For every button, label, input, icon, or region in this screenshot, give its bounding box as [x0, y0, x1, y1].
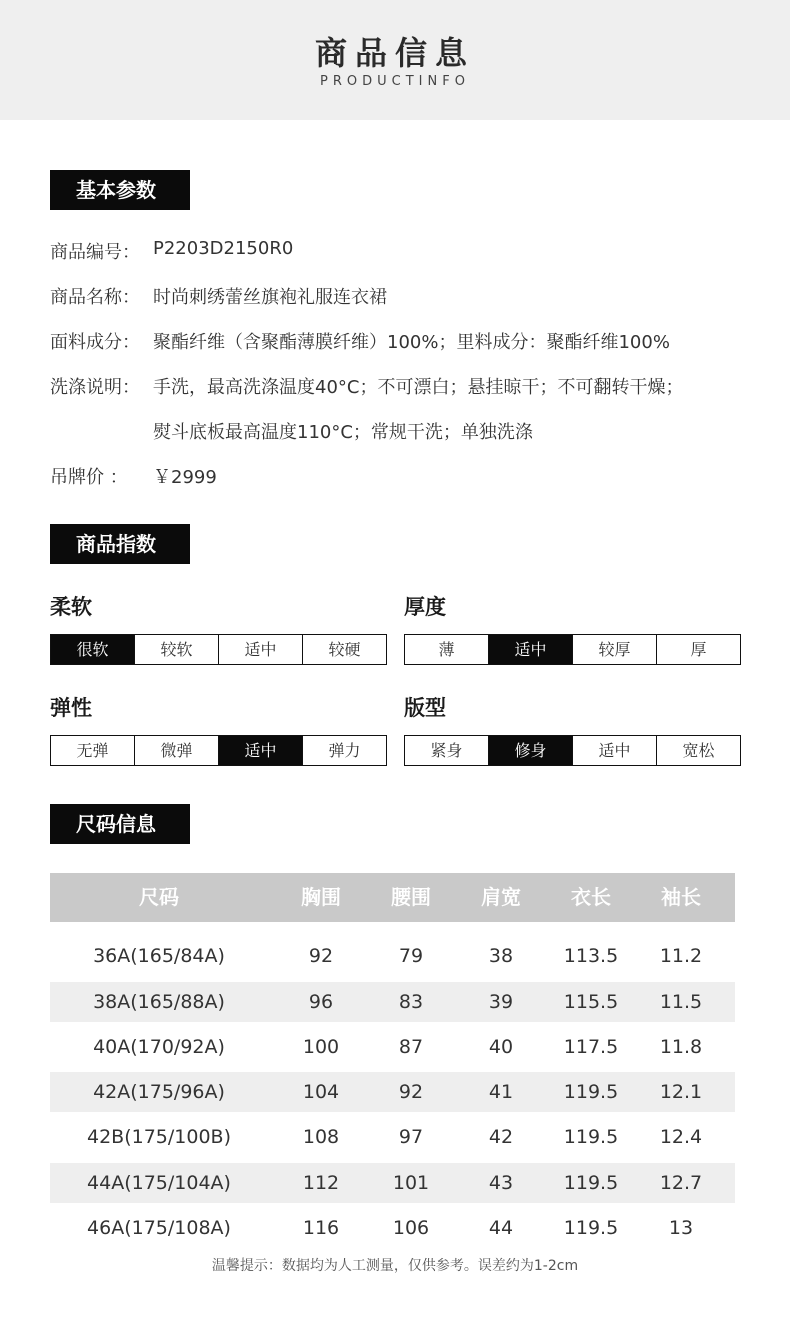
- size-cell-shoulder: 44: [488, 1217, 514, 1239]
- table-row: [50, 1117, 735, 1157]
- size-cell-chest: 108: [302, 1126, 340, 1148]
- size-cell-chest: 104: [302, 1081, 340, 1103]
- size-cell-waist: 97: [398, 1126, 424, 1148]
- page-subtitle: PRODUCTINFO: [320, 74, 470, 89]
- size-cell-sleeve: 12.7: [659, 1172, 703, 1194]
- size-cell-shoulder: 43: [488, 1172, 514, 1194]
- size-header-length: 衣长: [571, 885, 611, 909]
- table-row: [50, 936, 735, 976]
- price-value: ￥2999: [153, 467, 217, 488]
- softness-option: 适中: [218, 635, 302, 664]
- product-name-value: 时尚刺绣蕾丝旗袍礼服连衣裙: [153, 287, 387, 308]
- size-cell-size: 40A(170/92A): [93, 1036, 225, 1058]
- product-name-label: 商品名称：: [50, 287, 140, 308]
- size-cell-length: 119.5: [563, 1172, 619, 1194]
- size-header-size: 尺码: [139, 885, 179, 909]
- size-cell-shoulder: 38: [488, 945, 514, 967]
- size-cell-sleeve: 13: [668, 1217, 694, 1239]
- elasticity-option: 弹力: [302, 736, 386, 765]
- size-cell-length: 119.5: [563, 1081, 619, 1103]
- size-cell-size: 42A(175/96A): [93, 1081, 225, 1103]
- elasticity-scale: [50, 735, 387, 766]
- table-row: [50, 1027, 735, 1067]
- fit-title: 版型: [404, 696, 446, 720]
- table-row: [50, 1072, 735, 1112]
- size-header-chest: 胸围: [301, 885, 341, 909]
- size-cell-waist: 101: [392, 1172, 430, 1194]
- size-cell-waist: 87: [398, 1036, 424, 1058]
- softness-option: 较硬: [302, 635, 386, 664]
- thickness-option: 较厚: [572, 635, 656, 664]
- size-cell-sleeve: 12.1: [659, 1081, 703, 1103]
- size-cell-length: 119.5: [563, 1217, 619, 1239]
- size-cell-sleeve: 11.5: [659, 991, 703, 1013]
- size-header-sleeve: 袖长: [661, 885, 701, 909]
- size-cell-sleeve: 12.4: [659, 1126, 703, 1148]
- material-value: 聚酯纤维（含聚酯薄膜纤维）100%；里料成分：聚酯纤维100%: [153, 332, 670, 353]
- table-row: [50, 1208, 735, 1248]
- size-cell-shoulder: 42: [488, 1126, 514, 1148]
- size-header-waist: 腰围: [391, 885, 431, 909]
- elasticity-option: 无弹: [76, 741, 109, 760]
- fit-option: 适中: [572, 736, 656, 765]
- softness-option: 较软: [134, 635, 218, 664]
- product-name-row: [50, 283, 387, 309]
- softness-scale: [50, 634, 387, 665]
- elasticity-option: 微弹: [134, 736, 218, 765]
- size-cell-waist: 83: [398, 991, 424, 1013]
- thickness-option: 薄: [438, 640, 455, 659]
- size-cell-waist: 106: [392, 1217, 430, 1239]
- page-header: [0, 0, 790, 120]
- page-title: 商品信息: [314, 34, 475, 72]
- size-cell-size: 44A(175/104A): [87, 1172, 231, 1194]
- size-header-shoulder: 肩宽: [481, 885, 521, 909]
- product-code-row: [50, 238, 294, 264]
- section-tag-basic: 基本参数: [50, 170, 190, 210]
- product-code-label: 商品编号：: [50, 242, 140, 263]
- product-code-value: P2203D2150R0: [153, 238, 294, 259]
- measurement-tip: 温馨提示：数据均为人工测量，仅供参考。误差约为1-2cm: [211, 1258, 579, 1274]
- size-cell-chest: 112: [302, 1172, 340, 1194]
- size-cell-shoulder: 39: [488, 991, 514, 1013]
- size-cell-size: 42B(175/100B): [86, 1126, 231, 1148]
- thickness-scale: [404, 634, 741, 665]
- size-cell-chest: 92: [308, 945, 334, 967]
- size-cell-chest: 100: [302, 1036, 340, 1058]
- section-tag-size: 尺码信息: [50, 804, 190, 844]
- size-cell-size: 36A(165/84A): [93, 945, 225, 967]
- thickness-option: 适中: [488, 635, 572, 664]
- size-cell-shoulder: 41: [488, 1081, 514, 1103]
- softness-option: 很软: [51, 635, 134, 664]
- wash-label: 洗涤说明：: [50, 377, 140, 398]
- size-cell-length: 113.5: [563, 945, 619, 967]
- material-label: 面料成分：: [50, 332, 140, 353]
- wash-value-line-1: 手洗，最高洗涤温度40°C；不可漂白；悬挂晾干；不可翻转干燥；: [153, 377, 684, 398]
- table-row: [50, 1163, 735, 1203]
- material-row: [50, 328, 670, 354]
- size-cell-length: 115.5: [563, 991, 619, 1013]
- fit-scale: [404, 735, 741, 766]
- elasticity-title: 弹性: [50, 696, 92, 720]
- fit-option: 紧身: [430, 741, 463, 760]
- thickness-title: 厚度: [404, 595, 446, 619]
- wash-value-line-2: 熨斗底板最高温度110°C；常规干洗；单独洗涤: [153, 422, 533, 443]
- size-cell-shoulder: 40: [488, 1036, 514, 1058]
- size-cell-waist: 79: [398, 945, 424, 967]
- size-cell-sleeve: 11.8: [659, 1036, 703, 1058]
- size-cell-size: 46A(175/108A): [87, 1217, 231, 1239]
- fit-option: 宽松: [656, 736, 740, 765]
- size-cell-sleeve: 11.2: [659, 945, 703, 967]
- size-cell-length: 119.5: [563, 1126, 619, 1148]
- table-row: [50, 982, 735, 1022]
- price-label: 吊牌价 ：: [50, 467, 128, 488]
- elasticity-option: 适中: [218, 736, 302, 765]
- fit-option: 修身: [488, 736, 572, 765]
- wash-row: [50, 373, 684, 399]
- size-cell-chest: 116: [302, 1217, 340, 1239]
- size-cell-length: 117.5: [563, 1036, 619, 1058]
- section-tag-index: 商品指数: [50, 524, 190, 564]
- size-cell-waist: 92: [398, 1081, 424, 1103]
- size-cell-chest: 96: [308, 991, 334, 1013]
- softness-title: 柔软: [50, 595, 92, 619]
- size-cell-size: 38A(165/88A): [93, 991, 225, 1013]
- thickness-option: 厚: [656, 635, 740, 664]
- price-row: [50, 463, 217, 489]
- size-table-header: [50, 873, 735, 922]
